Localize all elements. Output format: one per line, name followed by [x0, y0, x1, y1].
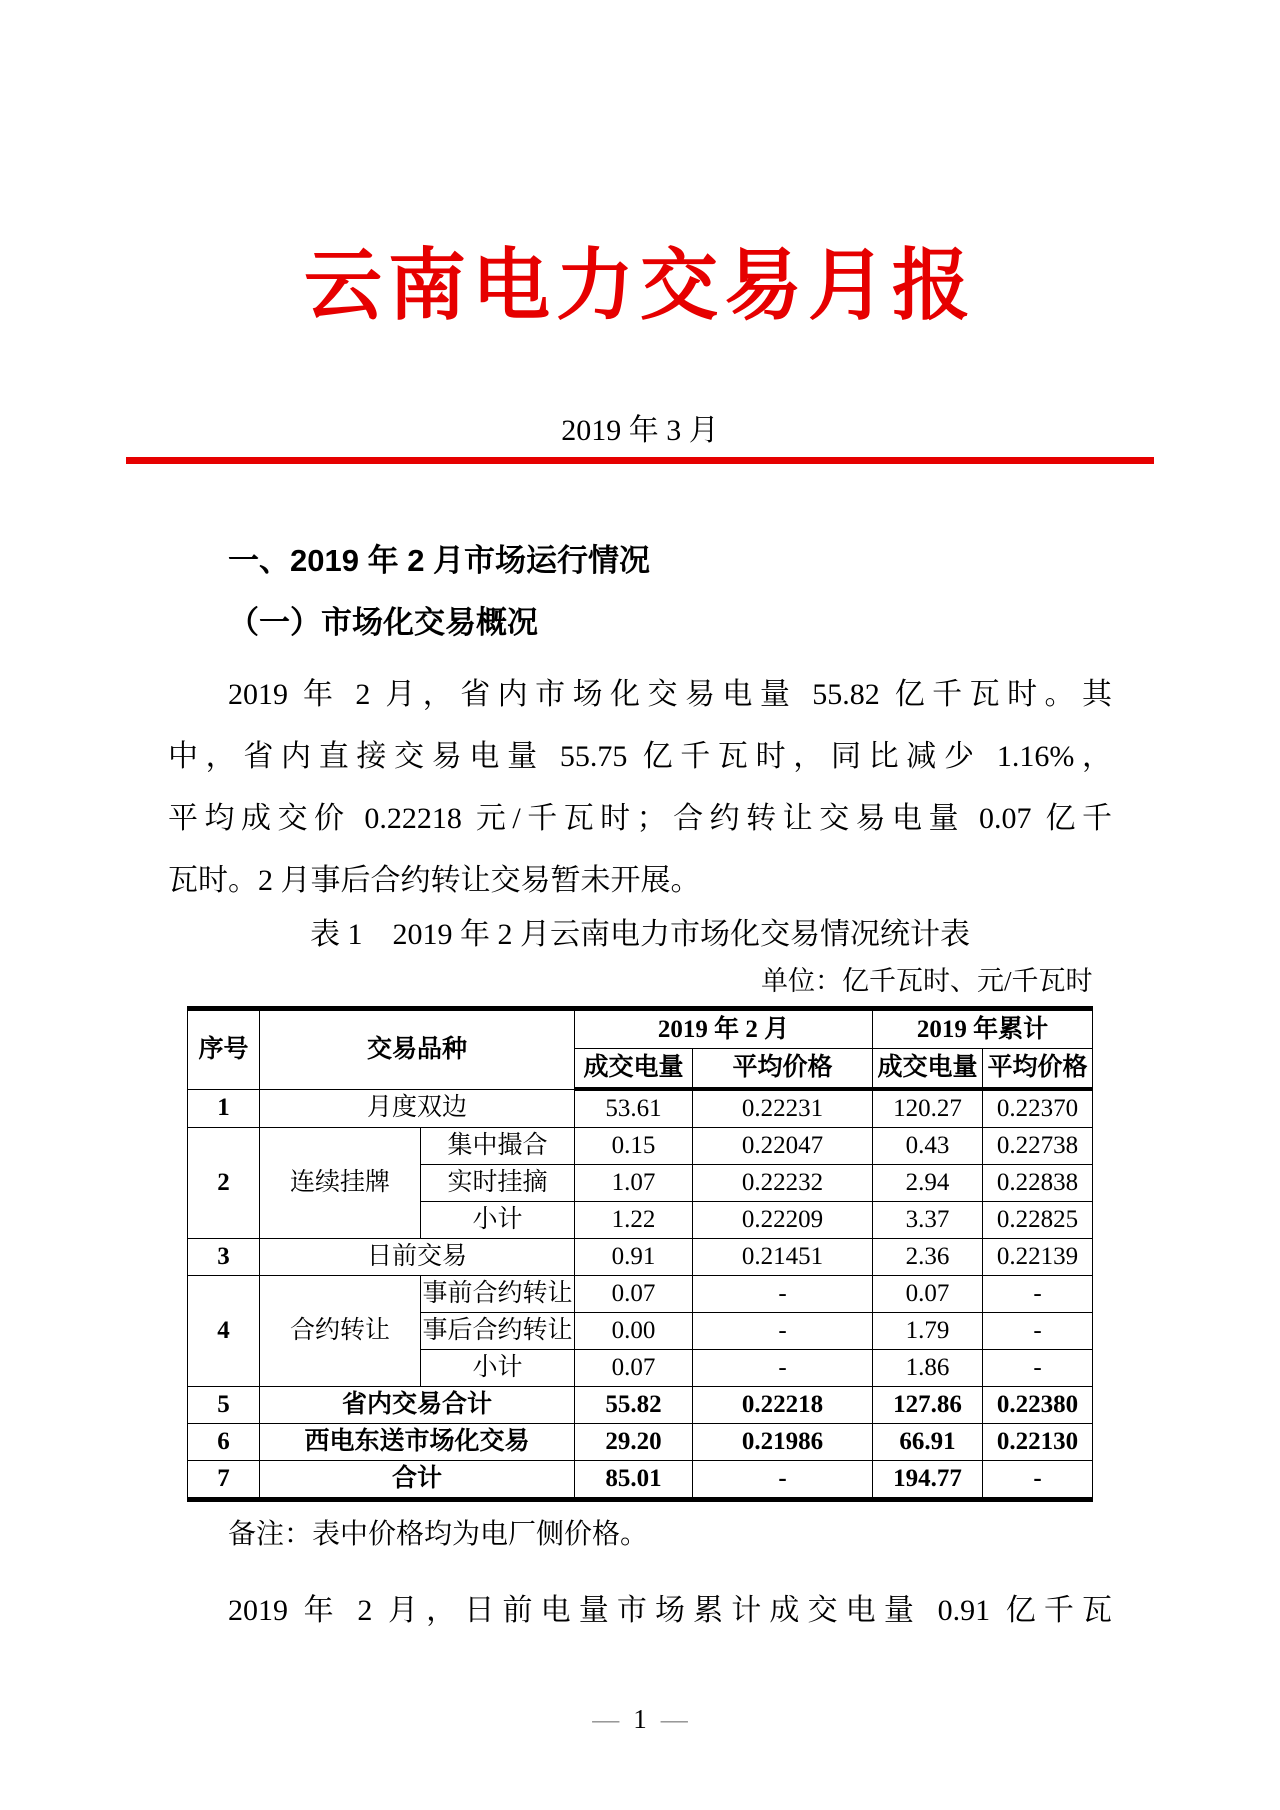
- cell-feb-price: 0.21451: [692, 1239, 872, 1276]
- cell-feb-volume: 55.82: [574, 1387, 692, 1424]
- table-header: [187, 1009, 1092, 1090]
- cell-feb-volume: 29.20: [574, 1424, 692, 1461]
- cell-cum-price: 0.22139: [983, 1239, 1093, 1276]
- cell-cum-price: -: [983, 1313, 1093, 1350]
- table-row-total: [187, 1387, 1092, 1424]
- document-body: [168, 540, 1112, 1642]
- cell-cum-volume: 0.07: [873, 1276, 983, 1313]
- cell-feb-price: -: [692, 1313, 872, 1350]
- cell-seq: 1: [187, 1089, 259, 1128]
- cell-cum-price: 0.22380: [983, 1387, 1093, 1424]
- cell-cum-volume: 0.43: [873, 1128, 983, 1165]
- cell-cum-price: 0.22838: [983, 1165, 1093, 1202]
- cell-feb-price: 0.22218: [692, 1387, 872, 1424]
- cell-variety: 日前交易: [259, 1239, 574, 1276]
- trading-statistics-table: [187, 1006, 1093, 1502]
- cell-feb-price: -: [692, 1461, 872, 1500]
- cell-variety-group: 合约转让: [259, 1276, 420, 1387]
- table-body: [187, 1089, 1092, 1500]
- title-divider-rule: [126, 457, 1154, 464]
- header-feb-price: 平均价格: [692, 1049, 872, 1090]
- cell-cum-volume: 194.77: [873, 1461, 983, 1500]
- footer-dash-right: —: [660, 1704, 688, 1734]
- cell-feb-price: 0.22232: [692, 1165, 872, 1202]
- cell-feb-price: 0.22231: [692, 1089, 872, 1128]
- page-footer: [0, 1702, 1280, 1736]
- table-row: [187, 1089, 1092, 1128]
- cell-cum-volume: 2.94: [873, 1165, 983, 1202]
- cell-variety: 月度双边: [259, 1089, 574, 1128]
- paragraph-line: 瓦时。2 月事后合约转让交易暂未开展。: [168, 864, 701, 897]
- cell-cum-volume: 66.91: [873, 1424, 983, 1461]
- paragraph-line: 2019 年 2 月，省内市场化交易电量 55.82 亿千瓦时。其: [228, 678, 1112, 711]
- table-row-total: [187, 1461, 1092, 1500]
- cell-cum-price: 0.22825: [983, 1202, 1093, 1239]
- cell-feb-price: -: [692, 1276, 872, 1313]
- paragraph-line: 平均成交价 0.22218 元/千瓦时；合约转让交易电量 0.07 亿千: [168, 802, 1112, 835]
- page-number: 1: [633, 1704, 647, 1734]
- cell-cum-price: -: [983, 1350, 1093, 1387]
- cell-cum-price: 0.22738: [983, 1128, 1093, 1165]
- table-row: [187, 1276, 1092, 1313]
- header-cum-price: 平均价格: [983, 1049, 1093, 1090]
- paragraph-line: 中，省内直接交易电量 55.75 亿千瓦时，同比减少 1.16%，: [168, 740, 1112, 773]
- cell-feb-price: 0.22209: [692, 1202, 872, 1239]
- cell-cum-price: 0.22370: [983, 1089, 1093, 1128]
- cell-seq: 6: [187, 1424, 259, 1461]
- document-title: 云南电力交易月报: [303, 242, 976, 329]
- cell-feb-volume: 0.00: [574, 1313, 692, 1350]
- table-row-total: [187, 1424, 1092, 1461]
- cell-seq: 5: [187, 1387, 259, 1424]
- cell-variety-sub: 事后合约转让: [420, 1313, 574, 1350]
- overview-paragraph: [168, 664, 1112, 912]
- cell-feb-price: 0.21986: [692, 1424, 872, 1461]
- cell-variety: 西电东送市场化交易: [259, 1424, 574, 1461]
- cell-cum-volume: 1.86: [873, 1350, 983, 1387]
- cell-variety-sub: 集中撮合: [420, 1128, 574, 1165]
- section-heading: 一、2019 年 2 月市场运行情况: [228, 543, 651, 578]
- cell-feb-volume: 0.15: [574, 1128, 692, 1165]
- cell-feb-volume: 0.07: [574, 1276, 692, 1313]
- cell-cum-volume: 3.37: [873, 1202, 983, 1239]
- cell-feb-volume: 85.01: [574, 1461, 692, 1500]
- cell-variety: 省内交易合计: [259, 1387, 574, 1424]
- table-header-row: [187, 1009, 1092, 1049]
- header-seq: 序号: [187, 1009, 259, 1090]
- cell-feb-volume: 53.61: [574, 1089, 692, 1128]
- document-subtitle: 2019 年 3 月: [561, 414, 719, 447]
- cell-cum-price: -: [983, 1461, 1093, 1500]
- cell-cum-volume: 1.79: [873, 1313, 983, 1350]
- cell-seq: 7: [187, 1461, 259, 1500]
- subsection-heading: （一）市场化交易概况: [228, 605, 538, 640]
- header-cumulative-group: 2019 年累计: [873, 1009, 1093, 1049]
- cell-feb-volume: 0.91: [574, 1239, 692, 1276]
- cell-variety-sub: 事前合约转让: [420, 1276, 574, 1313]
- cell-feb-volume: 1.07: [574, 1165, 692, 1202]
- cell-variety: 合计: [259, 1461, 574, 1500]
- table-row: [187, 1128, 1092, 1165]
- cell-variety-group: 连续挂牌: [259, 1128, 420, 1239]
- cell-cum-price: -: [983, 1276, 1093, 1313]
- table-row: [187, 1239, 1092, 1276]
- table-footnote: 备注：表中价格均为电厂侧价格。: [228, 1519, 649, 1550]
- cell-feb-volume: 0.07: [574, 1350, 692, 1387]
- table-caption: 表 1 2019 年 2 月云南电力市场化交易情况统计表: [310, 918, 970, 951]
- table-unit-note: 单位：亿千瓦时、元/千瓦时: [760, 966, 1093, 996]
- cell-feb-price: 0.22047: [692, 1128, 872, 1165]
- header-feb-group: 2019 年 2 月: [574, 1009, 872, 1049]
- header-cum-volume: 成交电量: [873, 1049, 983, 1090]
- cell-seq: 2: [187, 1128, 259, 1239]
- cell-seq: 4: [187, 1276, 259, 1387]
- cell-feb-volume: 1.22: [574, 1202, 692, 1239]
- cell-seq: 3: [187, 1239, 259, 1276]
- cell-variety-sub: 小计: [420, 1202, 574, 1239]
- footer-dash-left: —: [592, 1704, 620, 1734]
- cell-cum-price: 0.22130: [983, 1424, 1093, 1461]
- cell-variety-sub: 小计: [420, 1350, 574, 1387]
- cell-feb-price: -: [692, 1350, 872, 1387]
- cell-cum-volume: 120.27: [873, 1089, 983, 1128]
- cell-cum-volume: 2.36: [873, 1239, 983, 1276]
- cell-variety-sub: 实时挂摘: [420, 1165, 574, 1202]
- header-variety: 交易品种: [259, 1009, 574, 1090]
- cell-cum-volume: 127.86: [873, 1387, 983, 1424]
- header-feb-volume: 成交电量: [574, 1049, 692, 1090]
- closing-paragraph: 2019 年 2 月，日前电量市场累计成交电量 0.91 亿千瓦: [228, 1594, 1112, 1627]
